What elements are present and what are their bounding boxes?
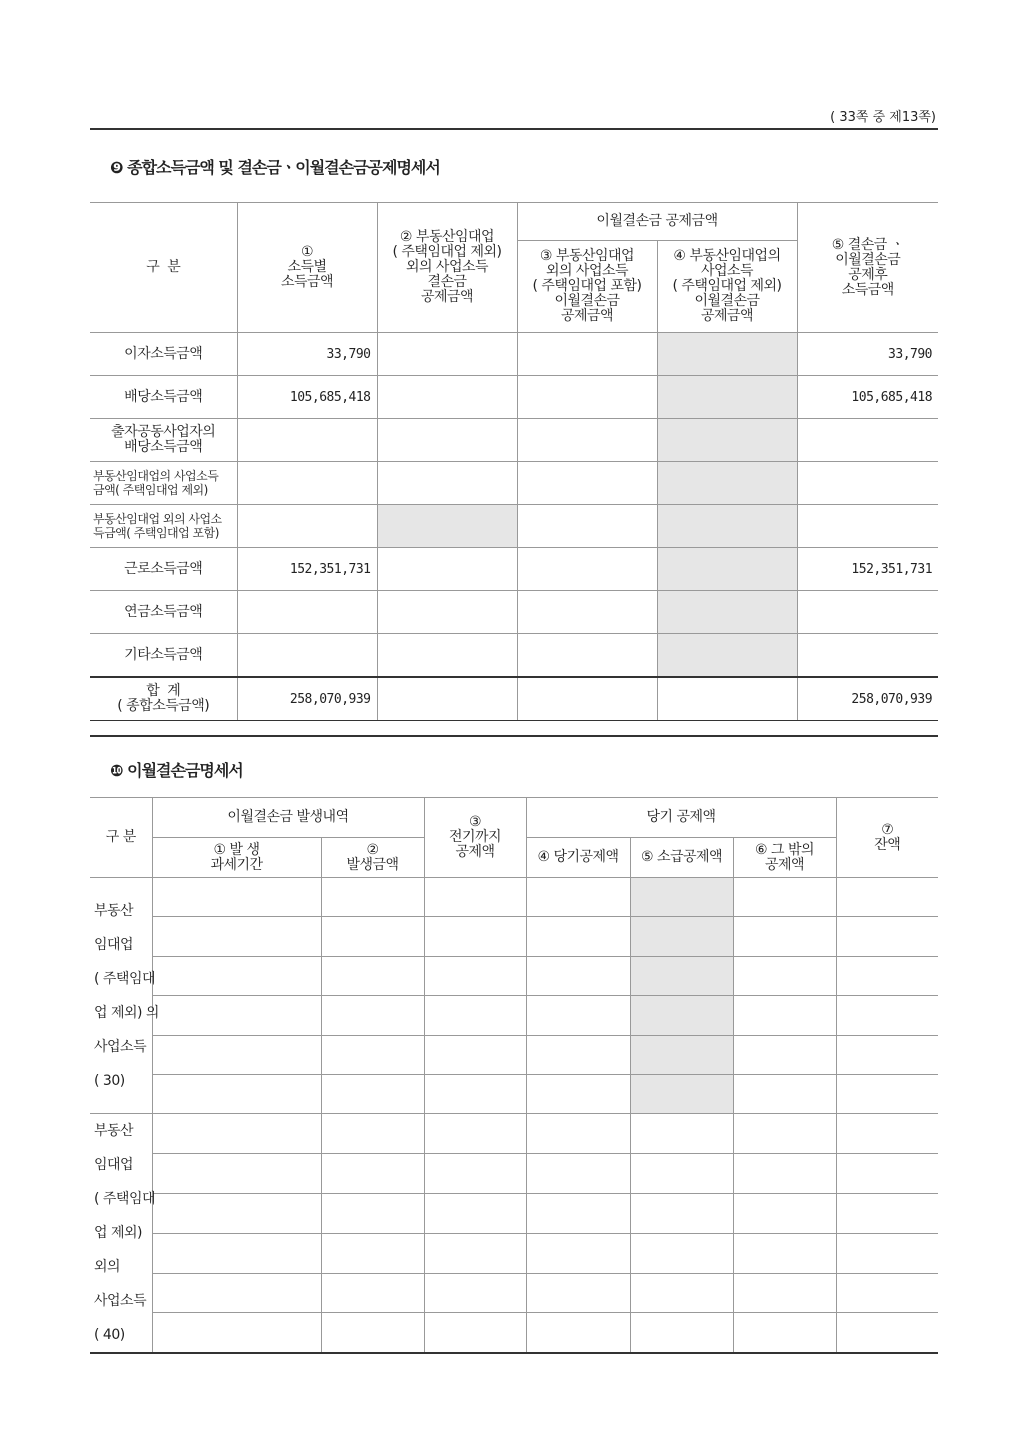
income-deduction-table <box>90 202 938 721</box>
rental-carryover-cell <box>657 591 797 634</box>
rental-carryover-cell <box>657 419 797 462</box>
entry-cell-col3 <box>424 1074 526 1113</box>
header-col2: ② 발생금액 <box>321 838 424 878</box>
income-amount-cell <box>237 419 377 462</box>
page-number: ( 33쪽 중 제13쪽) <box>830 110 936 125</box>
header-col1: ① 소득별 소득금액 <box>237 203 377 333</box>
entry-cell-col4 <box>526 917 630 956</box>
row-label: 근로소득금액 <box>90 548 237 591</box>
loss-deduction-cell <box>377 333 517 376</box>
entry-cell-col7 <box>836 1074 938 1113</box>
entry-cell-col6 <box>733 1154 836 1194</box>
income-amount-cell: 152,351,731 <box>237 548 377 591</box>
table-row <box>90 333 938 376</box>
row-label: 기타소득금액 <box>90 634 237 678</box>
entry-cell-col3 <box>424 1313 526 1353</box>
entry-cell-col4 <box>526 1273 630 1313</box>
entry-cell-col4 <box>526 878 630 917</box>
loss-deduction-cell <box>377 548 517 591</box>
income-amount-cell: 105,685,418 <box>237 376 377 419</box>
entry-cell-col3 <box>424 878 526 917</box>
section10-title: ❿ 이월결손금명세서 <box>110 761 243 780</box>
net-income-cell <box>797 462 938 505</box>
entry-cell-col5 <box>630 1035 733 1074</box>
entry-cell-col6 <box>733 1074 836 1113</box>
row-label: 이자소득금액 <box>90 333 237 376</box>
total-empty-cell <box>377 677 517 721</box>
entry-cell-col1 <box>152 1313 321 1353</box>
entry-cell-col3 <box>424 917 526 956</box>
loss-deduction-cell <box>377 591 517 634</box>
group-label <box>90 878 159 1114</box>
income-amount-cell <box>237 505 377 548</box>
net-income-cell: 105,685,418 <box>797 376 938 419</box>
header-group1: 이월결손금 발생내역 <box>152 798 424 838</box>
header-col7: ⑦ 잔액 <box>836 798 938 878</box>
rental-carryover-cell <box>657 376 797 419</box>
row-label: 출자공동사업자의 배당소득금액 <box>90 419 237 462</box>
net-income-cell <box>797 634 938 678</box>
entry-cell-col2 <box>321 1233 424 1273</box>
header-group2: 당기 공제액 <box>526 798 836 838</box>
table-row <box>90 1154 938 1194</box>
group-label-line: 외의 <box>94 1259 121 1276</box>
entry-cell-col6 <box>733 878 836 917</box>
total-empty-cell <box>517 677 657 721</box>
entry-cell-col1 <box>152 1154 321 1194</box>
entry-cell-col3 <box>424 1233 526 1273</box>
entry-cell-col5 <box>630 1154 733 1194</box>
entry-cell-col5 <box>630 917 733 956</box>
loss-deduction-cell <box>377 462 517 505</box>
entry-cell-col4 <box>526 996 630 1035</box>
entry-cell-col7 <box>836 1154 938 1194</box>
table-row <box>90 1233 938 1273</box>
group-label-line: ( 주택임대 <box>94 1191 156 1208</box>
entry-cell-col7 <box>836 1114 938 1154</box>
total-label: 합 계 ( 종합소득금액) <box>90 677 237 721</box>
entry-cell-col1 <box>152 1074 321 1113</box>
loss-deduction-cell <box>377 505 517 548</box>
entry-cell-col6 <box>733 1273 836 1313</box>
carryover-deduction-cell <box>517 591 657 634</box>
entry-cell-col7 <box>836 917 938 956</box>
table-row <box>90 878 938 917</box>
group-label-line: 부동산 <box>94 902 134 919</box>
header-col5: ⑤ 소급공제액 <box>630 838 733 878</box>
loss-deduction-cell <box>377 419 517 462</box>
entry-cell-col1 <box>152 956 321 995</box>
carryover-deduction-cell <box>517 419 657 462</box>
loss-deduction-cell <box>377 376 517 419</box>
rental-carryover-cell <box>657 505 797 548</box>
entry-cell-col5 <box>630 1114 733 1154</box>
total-empty-cell <box>657 677 797 721</box>
entry-cell-col1 <box>152 878 321 917</box>
entry-cell-col4 <box>526 956 630 995</box>
entry-cell-col3 <box>424 1194 526 1234</box>
entry-cell-col1 <box>152 1035 321 1074</box>
table-row <box>90 505 938 548</box>
table-row <box>90 1074 938 1113</box>
divider <box>90 128 938 130</box>
entry-cell-col6 <box>733 1194 836 1234</box>
entry-cell-col7 <box>836 1035 938 1074</box>
entry-cell-col5 <box>630 956 733 995</box>
rental-carryover-cell <box>657 548 797 591</box>
row-label: 연금소득금액 <box>90 591 237 634</box>
header-category: 구 분 <box>90 203 237 333</box>
row-label: 배당소득금액 <box>90 376 237 419</box>
entry-cell-col4 <box>526 1233 630 1273</box>
table-row <box>90 917 938 956</box>
entry-cell-col5 <box>630 1074 733 1113</box>
entry-cell-col1 <box>152 1114 321 1154</box>
net-income-cell: 152,351,731 <box>797 548 938 591</box>
loss-deduction-cell <box>377 634 517 678</box>
divider <box>90 735 938 737</box>
carryover-deduction-cell <box>517 505 657 548</box>
carryover-deduction-cell <box>517 376 657 419</box>
entry-cell-col2 <box>321 1194 424 1234</box>
group-label-line: 임대업 <box>94 936 134 953</box>
carryover-deduction-cell <box>517 634 657 678</box>
entry-cell-col5 <box>630 878 733 917</box>
header-col3: ③ 부동산임대업 외의 사업소득 ( 주택임대업 포함) 이월결손금 공제금액 <box>517 241 657 333</box>
table-row <box>90 1194 938 1234</box>
group-label-line: ( 30) <box>94 1072 125 1089</box>
entry-cell-col2 <box>321 996 424 1035</box>
total-row <box>90 677 938 721</box>
carryover-loss-table <box>90 797 938 1354</box>
carryover-deduction-cell <box>517 548 657 591</box>
entry-cell-col1 <box>152 996 321 1035</box>
entry-cell-col2 <box>321 956 424 995</box>
group-label-line: ( 주택임대 <box>94 970 156 987</box>
entry-cell-col7 <box>836 1313 938 1353</box>
table-row <box>90 462 938 505</box>
entry-cell-col6 <box>733 996 836 1035</box>
entry-cell-col1 <box>152 1233 321 1273</box>
table-row <box>90 1273 938 1313</box>
entry-cell-col1 <box>152 917 321 956</box>
entry-cell-col3 <box>424 956 526 995</box>
entry-cell-col5 <box>630 1273 733 1313</box>
header-col4: ④ 당기공제액 <box>526 838 630 878</box>
group-label-line: 사업소득 <box>94 1293 147 1310</box>
entry-cell-col4 <box>526 1035 630 1074</box>
entry-cell-col4 <box>526 1074 630 1113</box>
table-row <box>90 956 938 995</box>
entry-cell-col7 <box>836 956 938 995</box>
income-amount-cell <box>237 591 377 634</box>
table-row <box>90 1313 938 1353</box>
net-income-cell <box>797 419 938 462</box>
table-row <box>90 1035 938 1074</box>
net-income-cell: 33,790 <box>797 333 938 376</box>
entry-cell-col1 <box>152 1273 321 1313</box>
entry-cell-col2 <box>321 1035 424 1074</box>
entry-cell-col2 <box>321 878 424 917</box>
group-label-line: 임대업 <box>94 1157 134 1174</box>
header-col1: ① 발 생 과세기간 <box>152 838 321 878</box>
entry-cell-col7 <box>836 1233 938 1273</box>
table-row <box>90 634 938 678</box>
entry-cell-col3 <box>424 1273 526 1313</box>
entry-cell-col5 <box>630 1313 733 1353</box>
entry-cell-col4 <box>526 1154 630 1194</box>
group-label-line: 부동산 <box>94 1123 134 1140</box>
entry-cell-col3 <box>424 1035 526 1074</box>
entry-cell-col2 <box>321 1154 424 1194</box>
group-label-line: 업 제외) 의 <box>94 1004 159 1021</box>
table-row <box>90 996 938 1035</box>
entry-cell-col6 <box>733 1035 836 1074</box>
entry-cell-col2 <box>321 1114 424 1154</box>
entry-cell-col4 <box>526 1114 630 1154</box>
header-col6: ⑥ 그 밖의 공제액 <box>733 838 836 878</box>
group-label-line: 사업소득 <box>94 1038 147 1055</box>
entry-cell-col6 <box>733 1233 836 1273</box>
rental-carryover-cell <box>657 462 797 505</box>
entry-cell-col5 <box>630 996 733 1035</box>
header-group: 이월결손금 공제금액 <box>517 203 797 241</box>
total-income-cell: 258,070,939 <box>237 677 377 721</box>
entry-cell-col4 <box>526 1194 630 1234</box>
entry-cell-col3 <box>424 1154 526 1194</box>
net-income-cell <box>797 505 938 548</box>
entry-cell-col2 <box>321 1074 424 1113</box>
carryover-deduction-cell <box>517 462 657 505</box>
entry-cell-col2 <box>321 917 424 956</box>
table-row <box>90 591 938 634</box>
entry-cell-col6 <box>733 1114 836 1154</box>
net-income-cell <box>797 591 938 634</box>
header-category: 구 분 <box>90 798 152 878</box>
entry-cell-col4 <box>526 1313 630 1353</box>
entry-cell-col7 <box>836 878 938 917</box>
entry-cell-col5 <box>630 1194 733 1234</box>
table-row <box>90 548 938 591</box>
entry-cell-col3 <box>424 996 526 1035</box>
income-amount-cell: 33,790 <box>237 333 377 376</box>
entry-cell-col5 <box>630 1233 733 1273</box>
income-amount-cell <box>237 462 377 505</box>
entry-cell-col6 <box>733 956 836 995</box>
group-label-line: ( 40) <box>94 1327 125 1344</box>
entry-cell-col2 <box>321 1313 424 1353</box>
table-row <box>90 376 938 419</box>
header-col4: ④ 부동산임대업의 사업소득 ( 주택임대업 제외) 이월결손금 공제금액 <box>657 241 797 333</box>
entry-cell-col6 <box>733 1313 836 1353</box>
entry-cell-col3 <box>424 1114 526 1154</box>
entry-cell-col6 <box>733 917 836 956</box>
table-row <box>90 419 938 462</box>
entry-cell-col7 <box>836 1194 938 1234</box>
header-col2: ② 부동산임대업 ( 주택임대업 제외) 외의 사업소득 결손금 공제금액 <box>377 203 517 333</box>
rental-carryover-cell <box>657 333 797 376</box>
group-label-line: 업 제외) <box>94 1225 142 1242</box>
entry-cell-col7 <box>836 1273 938 1313</box>
table-row <box>90 1114 938 1154</box>
entry-cell-col2 <box>321 1273 424 1313</box>
entry-cell-col1 <box>152 1194 321 1234</box>
carryover-deduction-cell <box>517 333 657 376</box>
group-label <box>90 1114 156 1354</box>
header-col3: ③ 전기까지 공제액 <box>424 798 526 878</box>
rental-carryover-cell <box>657 634 797 678</box>
entry-cell-col7 <box>836 996 938 1035</box>
row-label: 부동산임대업의 사업소득 금액( 주택임대업 제외) <box>90 462 237 505</box>
income-amount-cell <box>237 634 377 678</box>
section9-title: ❾ 종합소득금액 및 결손금ㆍ이월결손금공제명세서 <box>110 158 440 177</box>
row-label: 부동산임대업 외의 사업소 득금액( 주택임대업 포함) <box>90 505 237 548</box>
header-col5: ⑤ 결손금 ㆍ 이월결손금 공제후 소득금액 <box>797 203 938 333</box>
total-net-cell: 258,070,939 <box>797 677 938 721</box>
